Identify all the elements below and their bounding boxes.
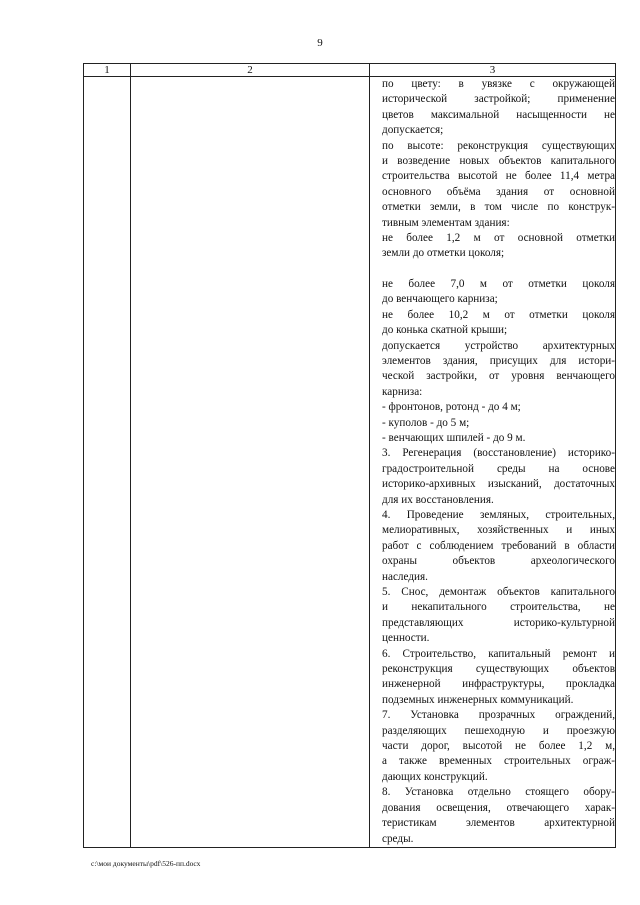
paragraph-line: исторической застройкой; применение <box>382 93 615 106</box>
paragraph <box>370 508 615 585</box>
paragraph-line: 6. Строительство, капитальный ремонт и <box>382 647 615 660</box>
paragraph-line: по высоте: реконструкция существующих <box>382 139 615 152</box>
column-header-2: 2 <box>131 64 370 77</box>
paragraph-line: наследия. <box>382 570 428 583</box>
cell-column-1 <box>84 77 131 848</box>
paragraph-line: элементов здания, присущих для истори- <box>382 354 615 367</box>
paragraph-line: работ с соблюдением требований в области <box>382 539 615 552</box>
paragraph-line: 8. Установка отдельно стоящего обору- <box>382 786 615 799</box>
paragraph-line: теристикам элементов архитектурной <box>382 817 615 830</box>
page-number: 9 <box>317 37 323 49</box>
paragraph-line: а также временных строительных ограж- <box>382 755 615 768</box>
paragraph-line: подземных инженерных коммуникаций. <box>382 693 574 706</box>
paragraph-line: для их восстановления. <box>382 493 494 506</box>
paragraph-line: до венчающего карниза; <box>382 293 498 306</box>
column-header-1: 1 <box>84 64 131 77</box>
paragraph-line: реконструкция существующих объектов <box>382 663 615 676</box>
paragraph <box>370 139 615 231</box>
paragraph <box>370 585 615 647</box>
paragraph <box>370 77 615 139</box>
cell-column-3 <box>370 77 616 848</box>
paragraph <box>370 785 615 847</box>
paragraph-line: охраны объектов археологического <box>382 555 615 568</box>
paragraph-line: историко-архивных изысканий, достаточных <box>382 478 615 491</box>
table-header-row <box>84 64 616 77</box>
paragraph-line: 7. Установка прозрачных ограждений, <box>382 709 615 722</box>
footer-file-path: c:\мои документы\pdf\526-пп.docx <box>91 859 201 868</box>
paragraph-line: тивным элементам здания: <box>382 216 510 229</box>
paragraph-line: карниза: <box>382 385 423 398</box>
paragraph-line: допускается устройство архитектурных <box>382 339 615 352</box>
paragraph-line: по цвету: в увязке с окружающей <box>382 78 615 90</box>
paragraph-line: - фронтонов, ротонд - до 4 м; <box>382 401 521 414</box>
paragraph-line: не более 1,2 м от основной отметки <box>382 232 615 245</box>
paragraph-line: ценности. <box>382 632 430 645</box>
paragraph-line: градостроительной среды на основе <box>382 462 615 475</box>
paragraph-line: отметки земли, в том числе по конструк- <box>382 201 615 214</box>
paragraph <box>370 308 615 339</box>
paragraph <box>370 647 615 709</box>
cell-column-2 <box>131 77 370 848</box>
paragraph-line: основного объёма здания от основной <box>382 185 615 198</box>
paragraph-line: среды. <box>382 832 414 845</box>
paragraph-line: не более 7,0 м от отметки цоколя <box>382 277 615 290</box>
paragraph-line: - венчающих шпилей - до 9 м. <box>382 431 526 444</box>
paragraph <box>370 277 615 308</box>
paragraph-line: ческой застройки, от уровня венчающего <box>382 370 615 383</box>
paragraph-line: строительства высотой не более 11,4 метра <box>382 170 615 183</box>
paragraph-line: 4. Проведение земляных, строительных, <box>382 508 615 521</box>
paragraph-line: земли до отметки цоколя; <box>382 247 505 260</box>
paragraph <box>370 339 615 401</box>
paragraph-line: не более 10,2 м от отметки цоколя <box>382 308 615 321</box>
paragraph <box>370 431 615 446</box>
paragraph-line: дования освещения, отвечающего харак- <box>382 801 615 814</box>
paragraph-line: и возведение новых объектов капитального <box>382 155 615 168</box>
paragraph-line: представляющих историко-культурной <box>382 616 615 629</box>
paragraph-line: разделяющих пешеходную и проезжую <box>382 724 615 737</box>
paragraph <box>370 446 615 508</box>
paragraph <box>370 416 615 431</box>
paragraph-line: допускается; <box>382 124 444 137</box>
column-header-3: 3 <box>370 64 616 77</box>
paragraph <box>370 231 615 262</box>
paragraph-line: и некапитального строительства, не <box>382 601 615 614</box>
paragraph-line: 3. Регенерация (восстановление) историко- <box>382 447 615 460</box>
paragraph-line: до конька скатной крыши; <box>382 324 508 337</box>
paragraph-line: цветов максимальной насыщенности не <box>382 108 615 121</box>
paragraph-line: инженерной инфраструктуры, прокладка <box>382 678 615 691</box>
paragraph-line: - куполов - до 5 м; <box>382 416 470 429</box>
paragraph-line: мелиоративных, хозяйственных и иных <box>382 524 615 537</box>
paragraph-line: дающих конструкций. <box>382 770 488 783</box>
paragraph <box>370 400 615 415</box>
paragraph-line: части дорог, высотой не более 1,2 м, <box>382 740 615 753</box>
table-row <box>84 77 616 848</box>
paragraph <box>370 708 615 785</box>
content-table <box>83 63 616 848</box>
paragraph-line: 5. Снос, демонтаж объектов капитального <box>382 586 615 598</box>
paragraph-spacer <box>370 262 615 277</box>
